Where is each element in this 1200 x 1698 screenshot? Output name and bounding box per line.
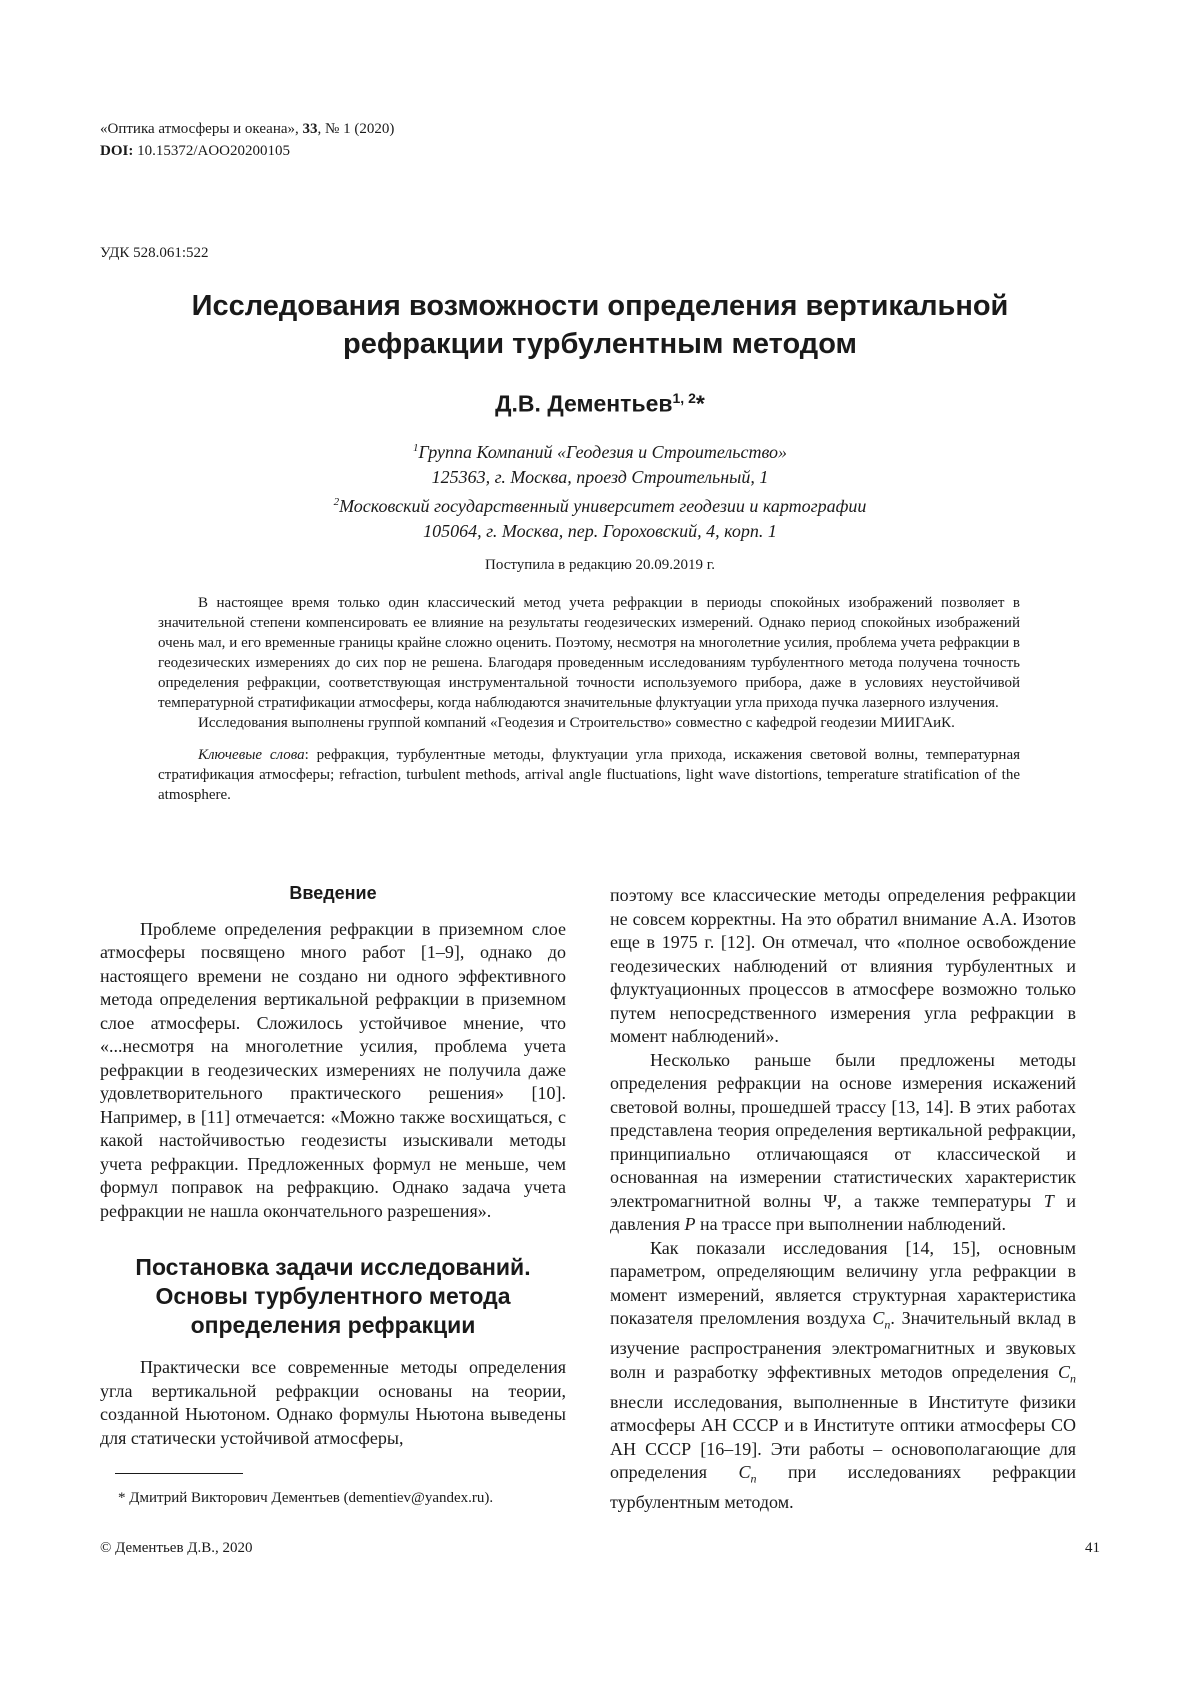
title-line-2: рефракции турбулентным методом xyxy=(343,328,857,360)
keywords-text: : рефракция, турбулентные методы, флуктуации угла прихода, искажения световой волны, температурная стратификация атмосферы; refraction, turbulent methods, arrival angle fluctuations, light wave distortions, temperature stratification of the atmosphere. xyxy=(158,747,1021,803)
text-run: при исследованиях рефракции турбулентным методом. xyxy=(610,1462,1076,1513)
affiliations xyxy=(100,436,1100,544)
symbol-temperature: T xyxy=(1043,1190,1054,1211)
journal-reference xyxy=(100,118,394,141)
journal-volume: 33 xyxy=(302,121,318,137)
keywords-label: Ключевые слова xyxy=(198,747,305,763)
section-heading-introduction: Введение xyxy=(289,883,377,903)
journal-issue: , № 1 (2020) xyxy=(317,121,395,137)
body-paragraph: Практически все современные методы определения угла вертикальной рефракции основаны на теории, созданной Ньютоном. Однако формулы Ньютона выведены для статически устойчивой атмосферы, xyxy=(100,1357,566,1448)
title-line-1: Исследования возможности определения вертикальной xyxy=(191,290,1009,322)
keywords xyxy=(158,745,1020,805)
abstract xyxy=(158,593,1020,805)
body-paragraph xyxy=(610,1237,1076,1515)
author-star: * xyxy=(695,390,705,417)
text-run: на трассе при выполнении наблюдений. xyxy=(695,1214,1006,1234)
affiliation-1 xyxy=(100,436,1100,465)
author-footnote xyxy=(100,1488,566,1509)
page-number: 41 xyxy=(1085,1540,1100,1556)
affiliation-mark: 1 xyxy=(412,442,419,454)
symbol-cn-subscript: n xyxy=(884,1317,891,1332)
text-run: Несколько раньше были предложены методы определения рефракции на основе измерения искажений световой волны, прошедшей трассу [13, 14]. В этих работах представлена теория определения вертикальной рефракции, принципиально отличающаяся от классической и основанная на измерении статистических характеристик электромагнитной волны Ψ, а также температуры xyxy=(610,1049,1076,1211)
footnote-rule xyxy=(115,1473,243,1474)
heading-line: Постановка задачи исследований. xyxy=(135,1254,531,1280)
left-column xyxy=(100,882,566,1450)
symbol-cn-subscript: n xyxy=(1070,1371,1076,1386)
text-run: Как показали исследования [14, 15], основным параметром, определяющим величину угла рефракции в момент измерений, является структурная характеристика показателя преломления воздуха xyxy=(610,1237,1076,1328)
section-heading-problem xyxy=(100,1253,566,1340)
journal-name: «Оптика атмосферы и океана», xyxy=(100,121,303,137)
affiliation-org: Московский государственный университет геодезии и картографии xyxy=(339,496,867,516)
affiliation-mark: 2 xyxy=(333,496,340,508)
text-run: внесли исследования, выполненные в Институте физики атмосферы АН СССР и в Институте оптики атмосферы СО АН СССР [16–19]. Эти работы – основополагающие для определения xyxy=(610,1391,1076,1483)
author-name: Д.В. Дементьев xyxy=(495,390,673,417)
symbol-cn: C xyxy=(738,1462,751,1483)
doi-label: DOI: xyxy=(100,143,134,159)
affiliation-address: 125363, г. Москва, проезд Строительный, 1 xyxy=(431,467,769,487)
author-line xyxy=(100,390,1100,418)
footnote-text: * Дмитрий Викторович Дементьев (dementiev@yandex.ru). xyxy=(118,1490,494,1506)
heading-line: определения рефракции xyxy=(190,1312,476,1338)
doi-value: 10.15372/AOO20200105 xyxy=(133,143,291,159)
symbol-pressure: P xyxy=(684,1214,696,1234)
body-paragraph xyxy=(610,1049,1076,1237)
body-paragraph: Проблеме определения рефракции в приземном слое атмосферы посвящено много работ [1–9], однако до настоящего времени не создано ни одного эффективного метода определения вертикальной рефракции в приземном слое атмосферы. Сложилось устойчивое мнение, что «...несмотря на многолетние усилия, проблема учета рефракции в геодезических измерениях не получила даже удовлетворительного практического решения» [10]. Например, в [11] отмечается: «Можно также восхищаться, с какой настойчивостью геодезисты изыскивали методы учета рефракции. Предложенных формул не меньше, чем формул поправок на рефракцию. Однако задача учета рефракции не нашла окончательного разрешения». xyxy=(100,918,566,1221)
symbol-cn: C xyxy=(872,1308,885,1328)
doi-line xyxy=(100,143,290,160)
affiliation-org: Группа Компаний «Геодезия и Строительство» xyxy=(418,442,788,462)
symbol-cn-subscript: n xyxy=(750,1471,757,1486)
copyright: © Дементьев Д.В., 2020 xyxy=(100,1540,253,1556)
abstract-paragraph: В настоящее время только один классический метод учета рефракции в периоды спокойных изображений позволяет в значительной степени компенсировать ее влияние на результаты геодезических измерений. Однако период спокойных изображений очень мал, и его временные границы крайне сложно оценить. Поэтому, несмотря на многолетние усилия, проблема учета рефракции в геодезических измерениях до сих пор не решена. Благодаря проведенным исследованиям турбулентного метода получена точность определения рефракции, соответствующая инструментальной точности используемого прибора, даже в условиях неустойчивой температурной стратификации атмосферы, когда наблюдаются значительные флуктуации угла прихода пучка лазерного излучения. xyxy=(158,595,1020,711)
heading-line: Основы турбулентного метода xyxy=(155,1283,511,1309)
paper-title xyxy=(100,287,1100,363)
body-paragraph: поэтому все классические методы определения рефракции не совсем корректны. На это обратил внимание А.А. Изотов еще в 1975 г. [12]. Он отмечал, что «полное освобождение геодезических наблюдений от влияния турбулентных и флуктуационных процессов в атмосфере возможно только путем непосредственного измерения угла рефракции в момент наблюдений». xyxy=(610,885,1076,1046)
text-run: . Значительный вклад в изучение распространения электромагнитных и звуковых волн и разработку эффективных методов определения xyxy=(610,1308,1076,1382)
affiliation-2 xyxy=(100,490,1100,519)
text-run: и давления xyxy=(610,1190,1076,1234)
symbol-cn: C xyxy=(1057,1361,1070,1382)
author-affiliation-marks: 1, 2 xyxy=(672,390,696,406)
right-column xyxy=(610,884,1076,1515)
affiliation-address: 105064, г. Москва, пер. Гороховский, 4, корп. 1 xyxy=(423,521,777,541)
udc-code: УДК 528.061:522 xyxy=(100,245,209,261)
abstract-paragraph: Исследования выполнены группой компаний «Геодезия и Строительство» совместно с кафедрой геодезии МИИГАиК. xyxy=(198,715,955,731)
received-date: Поступила в редакцию 20.09.2019 г. xyxy=(484,557,715,573)
